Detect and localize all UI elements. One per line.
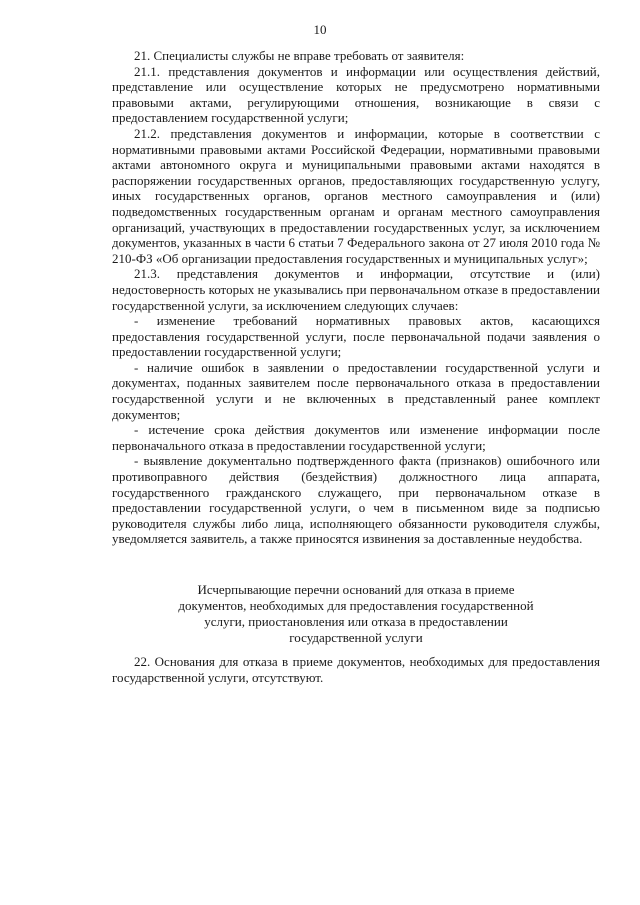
page-number: 10 xyxy=(313,22,327,37)
heading-line: государственной услуги xyxy=(289,630,423,645)
paragraph-21-3: 21.3. представления документов и информации, отсутствие и (или) недостоверность которых не указывались при первоначальном отказе в предоставлении государственной услуги, за исключением следующих случаев: xyxy=(112,266,600,313)
exception-item-2: - наличие ошибок в заявлении о предоставлении государственной услуги и документах, поданных заявителем после первоначального отказа в предоставлении государственной услуги и не включенных в представленный ранее комплект документов; xyxy=(112,359,600,422)
paragraph-21: 21. Специалисты службы не вправе требовать от заявителя: xyxy=(134,48,465,63)
heading-line: Исчерпывающие перечни оснований для отказа в приеме xyxy=(197,582,515,597)
heading-line: услуги, приостановления или отказа в предоставлении xyxy=(204,614,508,629)
paragraph-21-2: 21.2. представления документов и информации, которые в соответствии с нормативными правовыми актами Российской Федерации, нормативными правовыми актами автономного округа и муниципальными правовыми актами находятся в распоряжении государственных органов, предоставляющих государственную услугу, иных государственных органов, органов местного самоуправления и (или) подведомственных государственным органам и органам местного самоуправления организаций, участвующих в предоставлении государственных услуг, за исключением документов, указанных в части 6 статьи 7 Федерального закона от 27 июля 2010 года № 210-ФЗ «Об организации предоставления государственных и муниципальных услуг»; xyxy=(112,125,600,266)
paragraph-21-1: 21.1. представления документов и информации или осуществления действий, представление или осуществление которых не предусмотрено нормативными правовыми актами, регулирующими отношения, возникающие в связи с предоставлением государственной услуги; xyxy=(112,63,600,126)
section-heading xyxy=(112,582,600,646)
article-21-body xyxy=(112,48,600,547)
article-22-body xyxy=(112,654,600,685)
paragraph-22: 22. Основания для отказа в приеме документов, необходимых для предоставления государственной услуги, отсутствуют. xyxy=(112,654,600,685)
exception-item-4: - выявление документально подтвержденного факта (признаков) ошибочного или противоправного действия (бездействия) должностного лица аппарата, государственного гражданского служащего, при первоначальном отказе в предоставлении государственной услуги, о чем в письменном виде за подписью руководителя службы либо лица, исполняющего обязанности руководителя службы, уведомляется заявитель, а также приносятся извинения за доставленные неудобства. xyxy=(112,453,600,547)
exception-item-1: - изменение требований нормативных правовых актов, касающихся предоставления государственной услуги, после первоначальной подачи заявления о предоставлении государственной услуги; xyxy=(112,313,600,360)
heading-line: документов, необходимых для предоставления государственной xyxy=(178,598,534,613)
exception-item-3: - истечение срока действия документов или изменение информации после первоначального отказа в предоставлении государственной услуги; xyxy=(112,422,600,453)
